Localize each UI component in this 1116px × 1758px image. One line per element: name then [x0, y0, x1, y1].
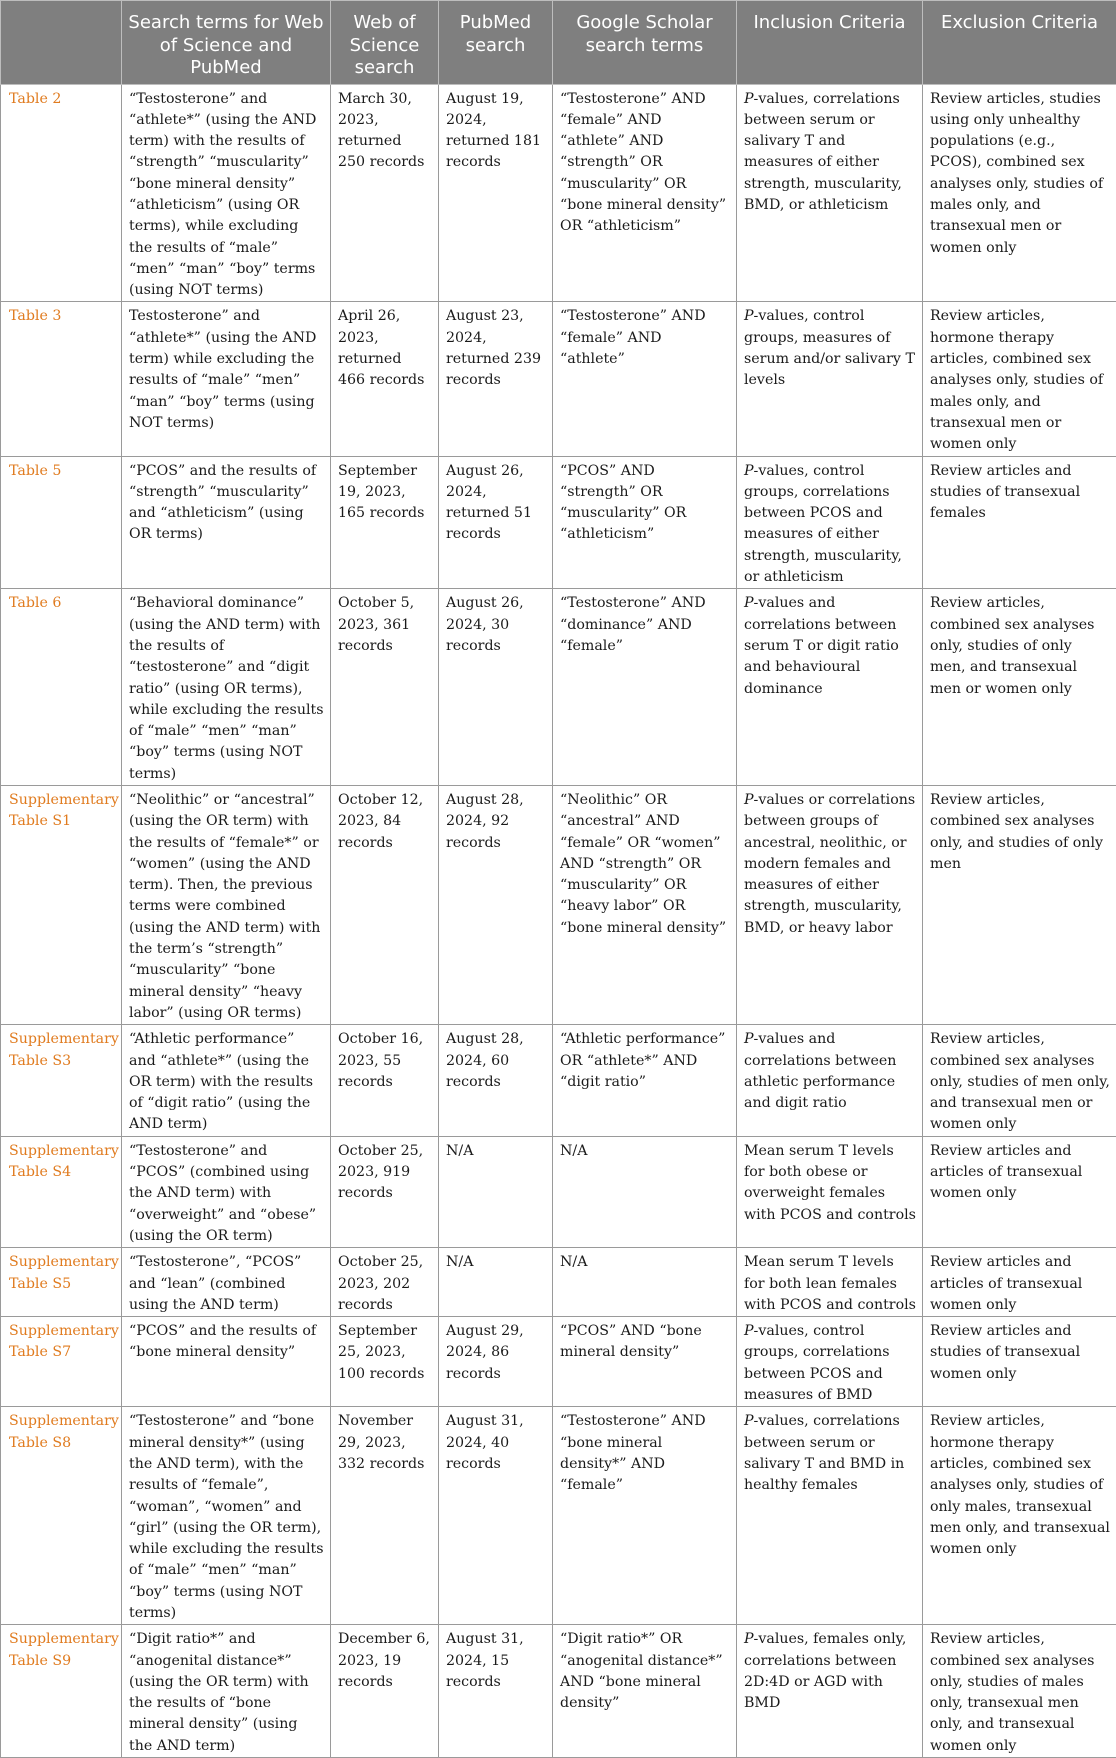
- pubmed-cell: August 29, 2024, 86 records: [439, 1317, 553, 1407]
- inclusion-cell: [737, 786, 923, 1025]
- exclusion-cell: Review articles, combined sex analyses only, studies of men only, and transexual men or women only: [923, 1025, 1116, 1136]
- p-italic: P: [744, 1631, 754, 1647]
- inclusion-cell: [737, 1248, 923, 1317]
- pubmed-cell: August 19, 2024, returned 181 records: [439, 84, 553, 302]
- search-terms-cell: “Behavioral dominance” (using the AND term) with the results of “testosterone” and “digit ratio” (using OR terms), while excluding the results of “male” “men” “man” “boy” terms (using NOT terms): [122, 589, 331, 786]
- exclusion-cell: Review articles, studies using only unhealthy populations (e.g., PCOS), combined sex analyses only, studies of males only, and transexual men or women only: [923, 84, 1116, 302]
- google-scholar-cell: “Testosterone” AND “bone mineral density*” AND “female”: [553, 1407, 737, 1625]
- google-scholar-cell: “Neolithic” OR “ancestral” AND “female” OR “women” AND “strength” OR “muscularity” OR “heavy labor” OR “bone mineral density”: [553, 786, 737, 1025]
- row-label-link[interactable]: Supplementary Table S7: [1, 1317, 122, 1407]
- inclusion-text: Mean serum T levels for both lean females with PCOS and controls: [744, 1254, 916, 1313]
- p-italic: P: [744, 91, 754, 107]
- inclusion-text: -values and correlations between serum T or digit ratio and behavioural dominance: [744, 595, 899, 696]
- row-label-link[interactable]: Table 5: [1, 456, 122, 589]
- p-italic: P: [744, 595, 754, 611]
- table-row: [1, 589, 1116, 786]
- search-terms-cell: “Testosterone”, “PCOS” and “lean” (combined using the AND term): [122, 1248, 331, 1317]
- pubmed-cell: August 26, 2024, returned 51 records: [439, 456, 553, 589]
- inclusion-text: -values and correlations between athletic performance and digit ratio: [744, 1031, 896, 1111]
- google-scholar-cell: N/A: [553, 1248, 737, 1317]
- table-body: [1, 84, 1116, 1758]
- pubmed-cell: August 31, 2024, 15 records: [439, 1625, 553, 1758]
- row-label-link[interactable]: Supplementary Table S5: [1, 1248, 122, 1317]
- inclusion-text: -values, correlations between serum or salivary T and BMD in healthy females: [744, 1413, 904, 1493]
- p-italic: P: [744, 792, 754, 808]
- exclusion-cell: Review articles, hormone therapy articles, combined sex analyses only, studies of only males, transexual men only, and transexual women only: [923, 1407, 1116, 1625]
- table-row: [1, 1025, 1116, 1136]
- pubmed-cell: August 26, 2024, 30 records: [439, 589, 553, 786]
- header-exclusion: Exclusion Criteria: [923, 1, 1116, 85]
- row-label-link[interactable]: Supplementary Table S4: [1, 1136, 122, 1247]
- inclusion-cell: [737, 302, 923, 456]
- header-inclusion: Inclusion Criteria: [737, 1, 923, 85]
- header-web-of-science: Web of Science search: [331, 1, 439, 85]
- header-pubmed: PubMed search: [439, 1, 553, 85]
- row-label-link[interactable]: Supplementary Table S3: [1, 1025, 122, 1136]
- table-row: [1, 1136, 1116, 1247]
- header-google-scholar: Google Scholar search terms: [553, 1, 737, 85]
- google-scholar-cell: “Testosterone” AND “female” AND “athlete” AND “strength” OR “muscularity” OR “bone mineral density” OR “athleticism”: [553, 84, 737, 302]
- inclusion-text: -values, control groups, measures of serum and/or salivary T levels: [744, 308, 915, 388]
- row-label-link[interactable]: Table 6: [1, 589, 122, 786]
- inclusion-text: -values, control groups, correlations between PCOS and measures of BMD: [744, 1323, 890, 1403]
- web-of-science-cell: October 5, 2023, 361 records: [331, 589, 439, 786]
- p-italic: P: [744, 463, 754, 479]
- inclusion-cell: [737, 84, 923, 302]
- table-row: [1, 1317, 1116, 1407]
- search-terms-cell: “Digit ratio*” and “anogenital distance*” (using the OR term) with the results of “bone mineral density” (using the AND term): [122, 1625, 331, 1758]
- pubmed-cell: N/A: [439, 1248, 553, 1317]
- row-label-link[interactable]: Supplementary Table S8: [1, 1407, 122, 1625]
- inclusion-cell: [737, 589, 923, 786]
- row-label-link[interactable]: Table 3: [1, 302, 122, 456]
- search-terms-cell: “Testosterone” and “athlete*” (using the AND term) with the results of “strength” “muscularity” “bone mineral density” “athleticism” (using OR terms), while excluding the results of “male” “men” “man” “boy” terms (using NOT terms): [122, 84, 331, 302]
- google-scholar-cell: “Testosterone” AND “female” AND “athlete”: [553, 302, 737, 456]
- exclusion-cell: Review articles and studies of transexual females: [923, 456, 1116, 589]
- search-terms-cell: “PCOS” and the results of “bone mineral density”: [122, 1317, 331, 1407]
- web-of-science-cell: October 12, 2023, 84 records: [331, 786, 439, 1025]
- table-row: [1, 1248, 1116, 1317]
- inclusion-cell: [737, 1317, 923, 1407]
- table-row: [1, 302, 1116, 456]
- search-terms-cell: “Neolithic” or “ancestral” (using the OR term) with the results of “female*” or “women” (using the AND term). Then, the previous terms were combined (using the AND term) with the term’s “strength” “muscularity” “bone mineral density” “heavy labor” (using OR terms): [122, 786, 331, 1025]
- p-italic: P: [744, 1413, 754, 1429]
- web-of-science-cell: October 16, 2023, 55 records: [331, 1025, 439, 1136]
- inclusion-cell: [737, 1407, 923, 1625]
- header-row: [1, 1, 1116, 85]
- pubmed-cell: August 31, 2024, 40 records: [439, 1407, 553, 1625]
- pubmed-cell: August 28, 2024, 60 records: [439, 1025, 553, 1136]
- exclusion-cell: Review articles, hormone therapy articles, combined sex analyses only, studies of males only, and transexual men or women only: [923, 302, 1116, 456]
- p-italic: P: [744, 1323, 754, 1339]
- search-terms-cell: “Testosterone” and “bone mineral density*” (using the AND term), with the results of “female”, “woman”, “women” and “girl” (using the OR term), while excluding the results of “male” “men” “man” “boy” terms (using NOT terms): [122, 1407, 331, 1625]
- web-of-science-cell: September 19, 2023, 165 records: [331, 456, 439, 589]
- p-italic: P: [744, 1031, 754, 1047]
- header-label: [1, 1, 122, 85]
- pubmed-cell: August 23, 2024, returned 239 records: [439, 302, 553, 456]
- row-label-link[interactable]: Supplementary Table S9: [1, 1625, 122, 1758]
- pubmed-cell: N/A: [439, 1136, 553, 1247]
- web-of-science-cell: March 30, 2023, returned 250 records: [331, 84, 439, 302]
- web-of-science-cell: October 25, 2023, 202 records: [331, 1248, 439, 1317]
- google-scholar-cell: “Digit ratio*” OR “anogenital distance*” AND “bone mineral density”: [553, 1625, 737, 1758]
- web-of-science-cell: October 25, 2023, 919 records: [331, 1136, 439, 1247]
- row-label-link[interactable]: Supplementary Table S1: [1, 786, 122, 1025]
- row-label-link[interactable]: Table 2: [1, 84, 122, 302]
- inclusion-text: -values, females only, correlations between 2D:4D or AGD with BMD: [744, 1631, 906, 1711]
- google-scholar-cell: “PCOS” AND “strength” OR “muscularity” OR “athleticism”: [553, 456, 737, 589]
- exclusion-cell: Review articles and articles of transexual women only: [923, 1136, 1116, 1247]
- inclusion-cell: [737, 456, 923, 589]
- header-search-terms: Search terms for Web of Science and PubMed: [122, 1, 331, 85]
- inclusion-cell: [737, 1025, 923, 1136]
- exclusion-cell: Review articles and studies of transexual women only: [923, 1317, 1116, 1407]
- inclusion-text: -values, control groups, correlations between PCOS and measures of either strength, muscularity, or athleticism: [744, 463, 902, 585]
- web-of-science-cell: April 26, 2023, returned 466 records: [331, 302, 439, 456]
- exclusion-cell: Review articles and articles of transexual women only: [923, 1248, 1116, 1317]
- inclusion-text: Mean serum T levels for both obese or overweight females with PCOS and controls: [744, 1143, 916, 1223]
- exclusion-cell: Review articles, combined sex analyses only, and studies of only men: [923, 786, 1116, 1025]
- exclusion-cell: Review articles, combined sex analyses only, studies of males only, transexual men only, and transexual women only: [923, 1625, 1116, 1758]
- p-italic: P: [744, 308, 754, 324]
- table-row: [1, 456, 1116, 589]
- google-scholar-cell: “Testosterone” AND “dominance” AND “female”: [553, 589, 737, 786]
- google-scholar-cell: “Athletic performance” OR “athlete*” AND “digit ratio”: [553, 1025, 737, 1136]
- pubmed-cell: August 28, 2024, 92 records: [439, 786, 553, 1025]
- table-row: [1, 786, 1116, 1025]
- table-row: [1, 84, 1116, 302]
- google-scholar-cell: N/A: [553, 1136, 737, 1247]
- web-of-science-cell: December 6, 2023, 19 records: [331, 1625, 439, 1758]
- inclusion-cell: [737, 1136, 923, 1247]
- search-terms-cell: “Athletic performance” and “athlete*” (using the OR term) with the results of “digit ratio” (using the AND term): [122, 1025, 331, 1136]
- search-terms-cell: “PCOS” and the results of “strength” “muscularity” and “athleticism” (using OR terms): [122, 456, 331, 589]
- table-row: [1, 1625, 1116, 1758]
- web-of-science-cell: November 29, 2023, 332 records: [331, 1407, 439, 1625]
- inclusion-cell: [737, 1625, 923, 1758]
- google-scholar-cell: “PCOS” AND “bone mineral density”: [553, 1317, 737, 1407]
- search-terms-cell: Testosterone” and “athlete*” (using the AND term) while excluding the results of “male” “men” “man” “boy” terms (using NOT terms): [122, 302, 331, 456]
- table-row: [1, 1407, 1116, 1625]
- exclusion-cell: Review articles, combined sex analyses only, studies of only men, and transexual men or women only: [923, 589, 1116, 786]
- inclusion-text: -values or correlations between groups of ancestral, neolithic, or modern females and measures of either strength, muscularity, BMD, or heavy labor: [744, 792, 915, 936]
- web-of-science-cell: September 25, 2023, 100 records: [331, 1317, 439, 1407]
- inclusion-text: -values, correlations between serum or salivary T and measures of either strength, muscularity, BMD, or athleticism: [744, 91, 902, 213]
- search-terms-cell: “Testosterone” and “PCOS” (combined using the AND term) with “overweight” and “obese” (using the OR term): [122, 1136, 331, 1247]
